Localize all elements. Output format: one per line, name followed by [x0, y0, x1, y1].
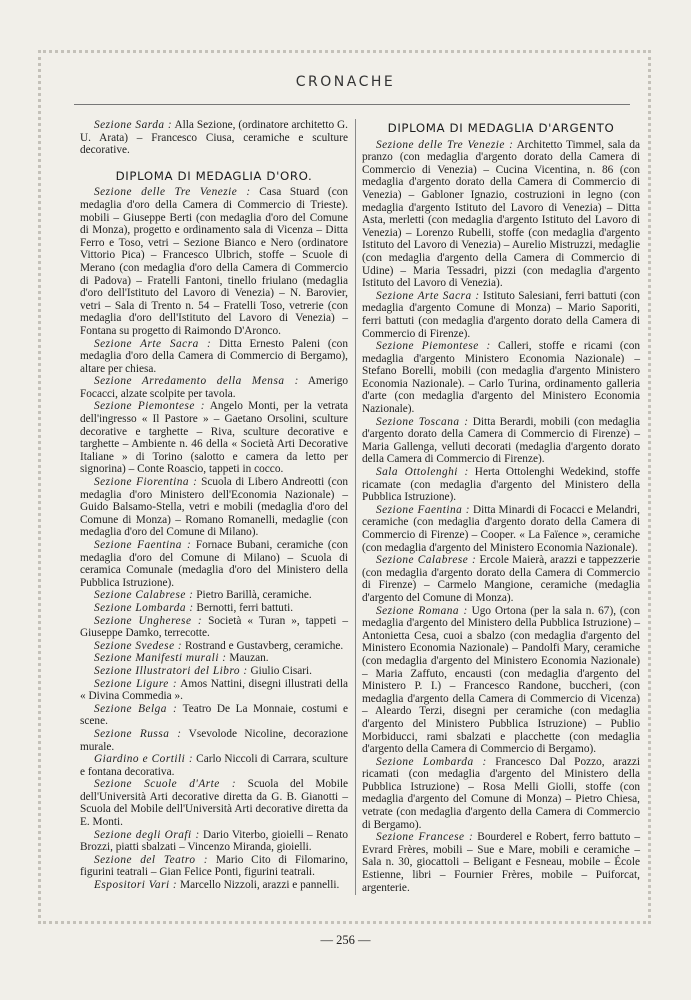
- entry-paragraph: [80, 186, 348, 337]
- entry-paragraph: [80, 615, 348, 640]
- entry-text: Ditta Minardi di Focacci e Melandri, ceramiche (con medaglia d'argento dorato della Camera di Commercio di Firenze) – Cooper. « La Faïence », ceramiche (con medaglia d'argento del Ministero Economia Nazionale).: [362, 503, 640, 554]
- entry-paragraph: [362, 416, 640, 466]
- entry-text: Mauzan.: [226, 652, 269, 665]
- section-name: Sezione Scuole d'Arte :: [94, 778, 237, 791]
- entry-text: Istituto Salesiani, ferri battuti (con medaglia d'argento Comune di Monza) – Mario Saporiti, ferri battuti (con medaglia d'argento dorato della Camera di Commercio di Firenze).: [362, 289, 640, 340]
- entry-text: Alla Sezione, (ordinatore architetto G. U. Arata) – Francesco Ciusa, ceramiche e sculture decorative.: [80, 119, 349, 157]
- section-name: Sezione Sarda :: [94, 119, 173, 131]
- section-name: Sezione Fiorentina :: [94, 476, 198, 489]
- section-name: Sezione degli Orafi :: [94, 828, 200, 841]
- entry-text: Vsevolode Nicoline, decorazione murale.: [80, 727, 348, 753]
- entry-text: Fornace Bubani, ceramiche (con medaglia d'oro del Comune di Milano) – Scuola di ceramica Comunale (medaglia d'oro del Ministero della Pubblica Istruzione).: [80, 539, 348, 589]
- entry-text: Angelo Monti, per la vetrata dell'ingresso « Il Pastore » – Gaetano Orsolini, sculture decorative e targhette – Riva, sculture decorative e targhette – Ambiente n. 46 della « Società Arti Decorative Italiane » di Torino (salotto e camera da letto per signorina) – Conte Roascio, tappeti in cocco.: [80, 400, 348, 476]
- section-name: Sezione Arte Sacra :: [376, 289, 480, 302]
- entry-text: Architetto Timmel, sala da pranzo (con medaglia d'argento dorato della Camera di Commercio di Venezia) – Cucina Vicentina, n. 86 (con medaglia d'argento dorato della Camera di Commercio di Venezia) – Gabloner Ignazio, costruzioni in legno (con medaglia d'argento Istituto del Lavoro di Venezia) – Ditta Asta, merletti (con medaglia d'argento Istituto del Lavoro di Venezia) – Lorenzo Rubelli, stoffe (con medaglia d'argento Istituto del Lavoro di Venezia) – Aurelio Mistruzzi, medaglie (con medaglia d'argento della Camera di Commercio di Udine) – Maria Tessadri, pizzi (con medaglia d'argento Istituto del Lavoro di Venezia).: [362, 138, 640, 290]
- section-name: Sezione Ungherese :: [94, 614, 203, 627]
- entry-paragraph: [80, 703, 348, 728]
- entry-text: Teatro De La Monnaie, costumi e scene.: [80, 702, 348, 728]
- entry-text: Ugo Ortona (per la sala n. 67), (con medaglia d'argento del Ministero della Pubblica Istruzione) – Antonietta Cesa, cuoi a sbalzo (con medaglia d'argento del Ministero Economia Nazionale) – Pandolfi Mary, ceramiche (con medaglia d'argento del Ministero Economia Nazionale) – Maria Zaffuto, encausti (con medaglia d'argento del Ministero P. I.) – Francesco Randone, buccheri, (con medaglia d'argento della Camera di Commercio di Vicenza) – Aleardo Terzi, disegni per ceramiche (con medaglia d'argento del Ministero Pubblica Istruzione) – Publio Morbiducci, rami sbalzati e placchette (con medaglia d'argento della Camera di Commercio di Bergamo).: [362, 604, 641, 756]
- entry-paragraph: [80, 652, 348, 665]
- section-name: Sezione delle Tre Venezie :: [376, 138, 514, 151]
- gold-medal-list: [80, 186, 348, 891]
- section-name: Sezione Svedese :: [94, 639, 183, 652]
- right-column: [362, 119, 640, 894]
- section-name: Sezione Calabrese :: [376, 554, 477, 567]
- entry-text: Calleri, stoffe e ricami (con medaglia d'argento Ministero Economia Nazionale) – Stefano Borelli, mobili (con medaglia d'argento Ministero Economia Nazionale). – Carlo Turina, ordinamento galleria d'arte (con medaglia d'argento del Ministero Economia Nazionale).: [362, 340, 640, 416]
- gold-medal-heading: DIPLOMA DI MEDAGLIA D'ORO.: [115, 168, 313, 183]
- left-column: [80, 119, 348, 892]
- section-name: Espositori Vari :: [94, 879, 178, 892]
- entry-paragraph: [80, 665, 348, 678]
- entry-text: Ditta Berardi, mobili (con medaglia d'argento dorato della Camera di Commercio di Firenze) – Maria Gallenga, velluti decorati (medaglia d'argento dorato della Camera di Commercio di Firenze).: [362, 415, 640, 466]
- section-name: Sezione del Teatro :: [94, 853, 209, 866]
- entry-text: Giulio Cisari.: [247, 664, 312, 677]
- entry-paragraph: [362, 139, 640, 290]
- intro-list: [80, 119, 348, 157]
- entry-paragraph: [80, 539, 348, 589]
- entry-paragraph: [362, 831, 640, 894]
- column-divider: [355, 119, 356, 895]
- section-name: Sezione Lombarda :: [94, 601, 194, 614]
- entry-text: Scuola di Libero Andreotti (con medaglia d'oro Ministero dell'Economia Nazionale) – Guido Balsamo-Stella, vetri e mobili (medaglia d'oro del Comune di Monza) – Romano Romanelli, medaglie (con medaglia d'oro del Comune di Milano).: [80, 476, 348, 539]
- section-name: Sezione Piemontese :: [376, 340, 491, 353]
- entry-paragraph: [80, 119, 348, 157]
- section-name: Sala Ottolenghi :: [376, 466, 469, 479]
- entry-paragraph: [80, 375, 348, 400]
- entry-paragraph: [80, 400, 348, 476]
- silver-medal-heading: DIPLOMA DI MEDAGLIA D'ARGENTO: [387, 121, 615, 135]
- entry-text: Bourderel e Robert, ferro battuto – Evrard Frères, mobili – Sue e Mare, mobili e ceramiche – Sala n. 30, giocattoli – Beligant e Fesneau, mobile – École Estienne, libri – Fournier Frères, mobile – Puiforcat, argenterie.: [362, 831, 640, 894]
- section-name: Sezione Arredamento della Mensa :: [94, 375, 299, 388]
- entry-text: Marcello Nizzoli, arazzi e pannelli.: [177, 879, 340, 892]
- section-name: Sezione Faentina :: [94, 539, 192, 551]
- section-name: Sezione Illustratori del Libro :: [94, 664, 248, 677]
- entry-text: Pietro Barillà, ceramiche.: [193, 589, 312, 602]
- entry-paragraph: [362, 340, 640, 416]
- section-name: Sezione Faentina :: [376, 503, 471, 516]
- entry-paragraph: [362, 504, 640, 554]
- entry-text: Società « Turan », tappeti – Giuseppe Damko, terrecotte.: [80, 614, 348, 640]
- section-name: Sezione Arte Sacra :: [94, 337, 212, 350]
- entry-paragraph: [80, 829, 348, 854]
- entry-paragraph: [362, 466, 640, 504]
- silver-medal-list: [362, 139, 640, 895]
- entry-paragraph: [362, 290, 640, 340]
- entry-paragraph: [80, 476, 348, 539]
- section-name: Sezione Russa :: [94, 727, 182, 740]
- entry-paragraph: [362, 554, 640, 604]
- entry-text: Bernotti, ferri battuti.: [193, 601, 294, 614]
- entry-text: Mario Cito di Filomarino, figurini teatrali – Gian Felice Ponti, figurini teatrali.: [80, 853, 348, 879]
- entry-paragraph: [80, 678, 348, 703]
- entry-paragraph: [80, 338, 348, 376]
- section-name: Sezione Romana :: [376, 604, 468, 617]
- entry-paragraph: [80, 589, 348, 602]
- entry-text: Scuola del Mobile dell'Università Arti decorative diretta da G. B. Gianotti – Scuola del Mobile dell'Università Arti decorative diretta da E. Monti.: [80, 778, 348, 829]
- entry-paragraph: [80, 602, 348, 615]
- entry-paragraph: [80, 640, 348, 653]
- section-name: Sezione Lombarda :: [376, 755, 487, 768]
- entry-paragraph: [80, 854, 348, 879]
- entry-paragraph: [80, 778, 348, 828]
- section-name: Sezione Calabrese :: [94, 589, 194, 602]
- running-head: CRONACHE: [295, 74, 396, 90]
- entry-text: Amos Nattini, disegni illustrati della « Divina Commedia ».: [80, 677, 348, 703]
- section-name: Sezione Francese :: [376, 831, 474, 844]
- entry-text: Herta Ottolenghi Wedekind, stoffe ricamate (con medaglia d'argento del Ministero della Pubblica Istruzione).: [362, 466, 640, 504]
- page-number: — 256 —: [320, 933, 371, 947]
- entry-text: Ditta Ernesto Paleni (con medaglia d'oro della Camera di Commercio di Bergamo), altare per chiesa.: [80, 337, 348, 375]
- entry-text: Ercole Maierà, arazzi e tappezzerie (con medaglia d'argento dorato della Camera di Commercio di Firenze) – Carmelo Mangione, ceramiche (medaglia d'argento del Comune di Monza).: [362, 554, 640, 604]
- entry-text: Carlo Niccoli di Carrara, sculture e fontana decorativa.: [80, 753, 348, 778]
- entry-text: Dario Viterbo, gioielli – Renato Brozzi, piatti sbalzati – Vincenzo Miranda, gioielli.: [80, 828, 348, 854]
- header-rule: [74, 104, 630, 105]
- entry-paragraph: [80, 728, 348, 753]
- section-name: Sezione Toscana :: [376, 415, 469, 428]
- section-name: Giardino e Cortili :: [94, 753, 194, 766]
- entry-text: Rostrand e Gustavberg, ceramiche.: [182, 639, 344, 652]
- entry-paragraph: [362, 605, 640, 756]
- section-name: Sezione Piemontese :: [94, 400, 205, 413]
- section-name: Sezione delle Tre Venezie :: [94, 186, 251, 199]
- entry-text: Casa Stuard (con medaglia d'oro della Camera di Commercio di Trieste). mobili – Giuseppe Berti (con medaglia d'oro del Comune di Monza), progetto e ordinamento sala di Vicenza – Ditta Ferro e Toso, vetri – Sezione Bianco e Nero (ordinatore Vittorio Pica) – Francesco Ulbrich, stoffe – Scuole di Merano (con medaglia d'oro della Camera di Commercio di Padova) – Fratelli Fantoni, tinello friulano (medaglia d'oro dell'Istituto del Lavoro di Venezia) – N. Barovier, vetri – Sala di Trento n. 54 – Fratelli Toso, vetrerie (con medaglia d'oro dell'Istituto del Lavoro di Venezia) – Fontana su progetto di Raimondo D'Aronco.: [80, 186, 349, 337]
- section-name: Sezione Manifesti murali :: [94, 652, 227, 665]
- section-name: Sezione Ligure :: [94, 677, 178, 690]
- entry-text: Francesco Dal Pozzo, arazzi ricamati (con medaglia d'argento del Ministero della Pubblica Istruzione) – Rosa Melli Giolli, stoffe (con medaglia d'argento del Comune di Monza) – Pietro Chiesa, vetrate (con medaglia d'argento della Camera di Commercio di Bergamo).: [362, 755, 640, 831]
- entry-paragraph: [80, 879, 348, 892]
- section-name: Sezione Belga :: [94, 702, 178, 715]
- entry-text: Amerigo Focacci, alzate scolpite per tavola.: [80, 375, 349, 400]
- entry-paragraph: [362, 756, 640, 832]
- entry-paragraph: [80, 753, 348, 778]
